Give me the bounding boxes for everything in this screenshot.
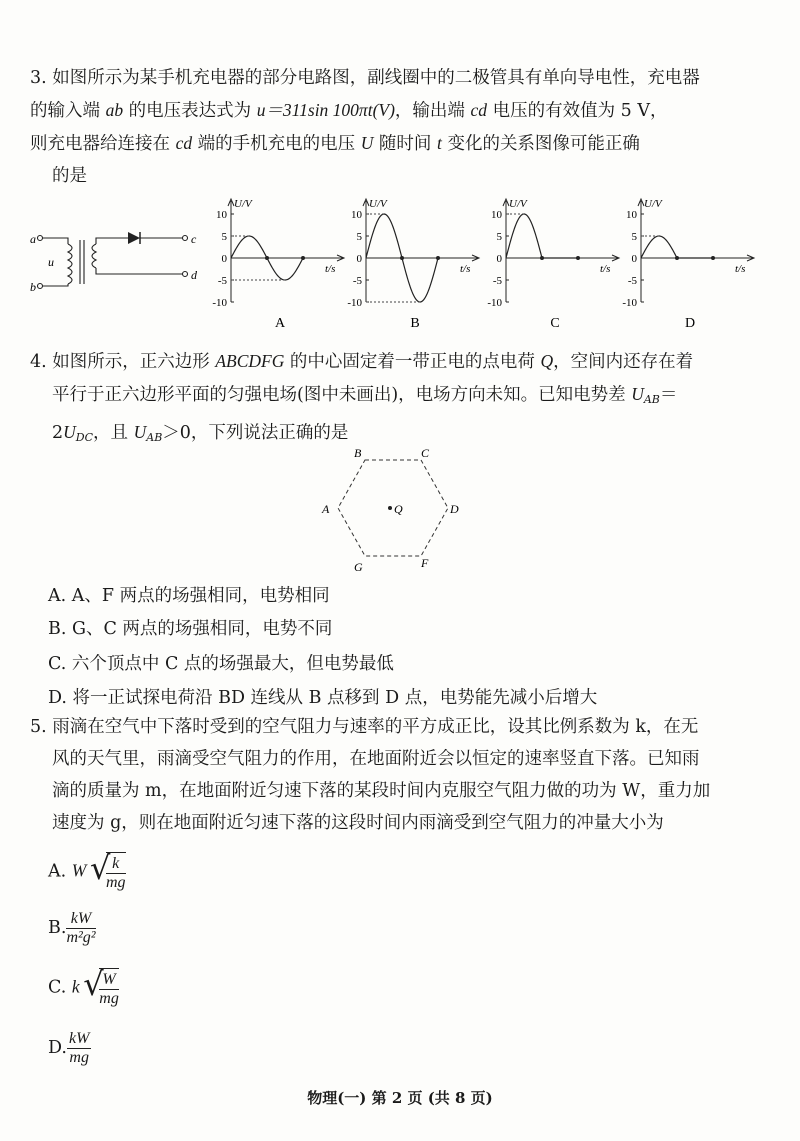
axis-point (436, 256, 440, 260)
q5-option-b: B. $\frac{kW}{\text{m²g²}}$ (48, 910, 96, 946)
hex-label-D: D (450, 502, 459, 516)
q5-line4: 速度为 g，则在地面附近匀速下落的这段时间内雨滴受到空气阻力的冲量大小为 (52, 813, 664, 833)
page-footer: 物理(一) 第 2 页 (共 8 页) (307, 1089, 493, 1107)
circuit-label-c: c (191, 232, 197, 246)
axis-point (675, 256, 679, 260)
axis-point (711, 256, 715, 260)
q4-option-a: A. A、F 两点的场强相同，电势相同 (48, 586, 330, 606)
hex-label-B: B (354, 446, 362, 460)
x-axis-label: t/s (735, 263, 746, 275)
q4-line2: 平行于正六边形平面的匀强电场(图中未画出)，电场方向未知。已知电势差 $U_{AB}=$ (52, 384, 678, 406)
q5-option-d: D. $\frac{kW}{mg}$ (48, 1030, 90, 1066)
axis-point (301, 256, 305, 260)
y-tick-label: -10 (347, 297, 362, 309)
q5-line2: 风的天气里，雨滴受空气阻力的作用，在地面附近会以恒定的速率竖直下落。已知雨 (52, 749, 700, 769)
y-tick-label: -5 (627, 275, 637, 287)
graph-B (340, 195, 490, 330)
diode-icon (128, 232, 140, 244)
q3-line4: 的是 (52, 166, 87, 186)
graph-option-label: D (684, 316, 696, 330)
hex-label-Q: Q (394, 502, 403, 516)
q4-option-b: B. G、C 两点的场强相同，电势不同 (48, 619, 333, 639)
axis-point (265, 256, 269, 260)
y-tick-label: 0 (631, 253, 637, 265)
hex-label-A: A (322, 502, 330, 516)
y-axis-label: U/V (234, 198, 252, 210)
y-tick-label: 5 (356, 231, 362, 243)
question-3 (30, 62, 760, 192)
graph-option-label: A (274, 316, 286, 330)
hex-label-G: G (354, 560, 363, 574)
q3-line1: 3. 如图所示为某手机充电器的部分电路图，副线圈中的二极管具有单向导电性，充电器 (30, 68, 700, 88)
y-tick-label: -10 (212, 297, 227, 309)
y-axis-label: U/V (644, 198, 662, 210)
y-axis-label: U/V (369, 198, 387, 210)
y-tick-label: 10 (491, 209, 502, 221)
y-tick-label: 5 (631, 231, 637, 243)
axis-point (540, 256, 544, 260)
y-tick-label: 10 (216, 209, 227, 221)
q5-line1: 5. 雨滴在空气中下落时受到的空气阻力与速率的平方成正比，设其比例系数为 k，在无 (30, 717, 699, 737)
y-tick-label: -10 (487, 297, 502, 309)
hex-label-C: C (421, 446, 430, 460)
q3-line3: 则充电器给连接在 cd 端的手机充电的电压 U 随时间 t 变化的关系图像可能正确 (30, 133, 640, 154)
y-tick-label: 0 (496, 253, 502, 265)
y-tick-label: -5 (492, 275, 502, 287)
q4-option-c: C. 六个顶点中 C 点的场强最大，但电势最低 (48, 654, 394, 674)
circuit-label-b: b (30, 280, 36, 294)
q4-line3: $2U_{DC}$，且 $U_{AB}>0$，下列说法正确的是 (52, 422, 349, 444)
y-axis-label: U/V (509, 198, 527, 210)
charge-q-dot (388, 506, 392, 510)
circuit-label-u: u (48, 255, 54, 269)
question-4 (30, 345, 760, 454)
y-tick-label: 0 (221, 253, 227, 265)
y-tick-label: -10 (622, 297, 637, 309)
y-tick-label: 10 (626, 209, 637, 221)
graph-option-label: C (550, 316, 560, 330)
axis-point (576, 256, 580, 260)
q3-line2: 的输入端 ab 的电压表达式为 u＝311sin 100πt(V)，输出端 cd 电压的有效值为 5 V， (30, 100, 668, 121)
y-tick-label: -5 (217, 275, 227, 287)
y-tick-label: 0 (356, 253, 362, 265)
x-axis-label: t/s (325, 263, 336, 275)
graph-A (205, 195, 355, 330)
circuit-diagram (28, 222, 198, 302)
x-axis-label: t/s (460, 263, 471, 275)
hexagon-diagram (318, 445, 468, 575)
graph-C (480, 195, 630, 330)
graph-option-label: B (410, 316, 420, 330)
series-line (506, 214, 578, 258)
y-tick-label: 5 (221, 231, 227, 243)
axis-point (400, 256, 404, 260)
q5-line3: 滴的质量为 m，在地面附近匀速下落的某段时间内克服空气阻力做的功为 W，重力加 (52, 781, 711, 801)
circuit-label-a: a (30, 232, 36, 246)
q5-option-a: A. W √ $\frac{k}{mg}$ (48, 852, 126, 892)
q4-line1: 4. 如图所示，正六边形 ABCDFG 的中心固定着一带正电的点电荷 Q，空间内还存在着 (30, 351, 694, 372)
question-5 (30, 711, 760, 839)
y-tick-label: -5 (352, 275, 362, 287)
y-tick-label: 5 (496, 231, 502, 243)
graph-D (615, 195, 765, 330)
series-line (641, 236, 713, 258)
q4-option-d: D. 将一正试探电荷沿 BD 连线从 B 点移到 D 点，电势能先减小后增大 (48, 688, 598, 708)
hex-label-F: F (421, 556, 429, 570)
q5-option-c: C. k √ $\frac{W}{mg}$ (48, 968, 119, 1008)
y-tick-label: 10 (351, 209, 362, 221)
circuit-label-d: d (191, 268, 197, 282)
x-axis-label: t/s (600, 263, 611, 275)
